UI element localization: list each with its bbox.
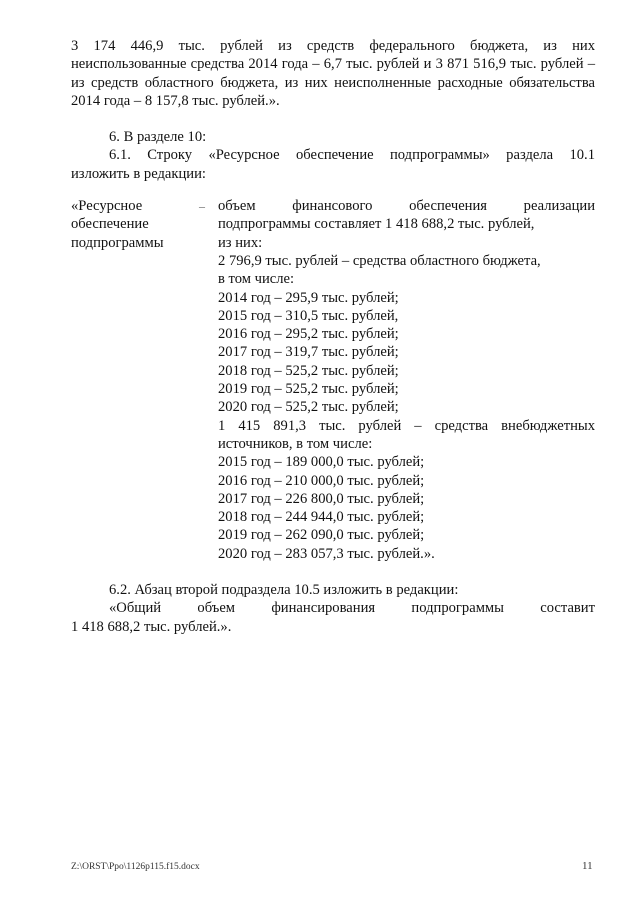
document-body: [71, 37, 595, 636]
item-6-2-line-2: «Общий объем финансирования подпрограммы составит: [109, 600, 595, 617]
value-line: 2019 год – 525,2 тыс. рублей;: [218, 381, 399, 398]
intro-line-1: 3 174 446,9 тыс. рублей из средств федерального бюджета, из них: [71, 38, 595, 54]
value-line: 2018 год – 525,2 тыс. рублей;: [218, 362, 399, 379]
section-6-heading: 6. В разделе 10:: [109, 129, 207, 146]
value-line: из них:: [218, 234, 263, 251]
intro-line-4: 2014 года – 8 157,8 тыс. рублей.».: [71, 92, 280, 109]
value-line: 2016 год – 295,2 тыс. рублей;: [218, 326, 399, 343]
value-line: 2020 год – 525,2 тыс. рублей;: [218, 399, 399, 416]
value-line: 2020 год – 283 057,3 тыс. рублей.».: [218, 545, 435, 562]
item-6-2-line-3: 1 418 688,2 тыс. рублей.».: [71, 618, 232, 635]
resource-table-value-cell: [218, 197, 595, 563]
resource-table-label-cell: [71, 197, 186, 563]
footer-page-number: 11: [582, 860, 593, 872]
value-line: 2016 год – 210 000,0 тыс. рублей;: [218, 472, 425, 489]
intro-line-3: из средств областного бюджета, из них неисполненные расходные обязательства: [71, 74, 595, 91]
value-line: источников, в том числе:: [218, 435, 373, 452]
value-line: подпрограммы составляет 1 418 688,2 тыс. рублей,: [218, 216, 535, 233]
value-line: 2017 год – 226 800,0 тыс. рублей;: [218, 490, 425, 507]
item-6-2-line-1: 6.2. Абзац второй подраздела 10.5 изложить в редакции:: [109, 582, 459, 599]
label-line-2: обеспечение: [71, 216, 149, 233]
value-line: 2 796,9 тыс. рублей – средства областного бюджета,: [218, 252, 541, 269]
value-line: 2018 год – 244 944,0 тыс. рублей;: [218, 509, 425, 526]
value-line: 2019 год – 262 090,0 тыс. рублей;: [218, 527, 425, 544]
value-line: 2014 год – 295,9 тыс. рублей;: [218, 289, 399, 306]
intro-line-2: неиспользованные средства 2014 года – 6,7 тыс. рублей и 3 871 516,9 тыс. рублей –: [71, 56, 595, 73]
label-line-3: подпрограммы: [71, 234, 164, 251]
intro-paragraph: [71, 37, 595, 110]
value-line: 1 415 891,3 тыс. рублей – средства внебюджетных: [218, 417, 595, 434]
resource-table-dash-cell: [186, 197, 218, 563]
value-line: 2015 год – 189 000,0 тыс. рублей;: [218, 454, 425, 471]
value-line: 2015 год – 310,5 тыс. рублей,: [218, 307, 399, 324]
footer-file-path: Z:\ORST\Ppo\1126p115.f15.docx: [71, 862, 200, 872]
value-line: объем финансового обеспечения реализации: [218, 198, 595, 215]
dash-separator: –: [199, 199, 205, 214]
value-line: в том числе:: [218, 271, 295, 288]
item-6-1-line-2: изложить в редакции:: [71, 165, 206, 182]
resource-table: [71, 197, 595, 563]
label-line-1: «Ресурсное: [71, 198, 143, 215]
item-6-1-line-1: 6.1. Строку «Ресурсное обеспечение подпрограммы» раздела 10.1: [109, 147, 595, 164]
value-line: 2017 год – 319,7 тыс. рублей;: [218, 344, 399, 361]
